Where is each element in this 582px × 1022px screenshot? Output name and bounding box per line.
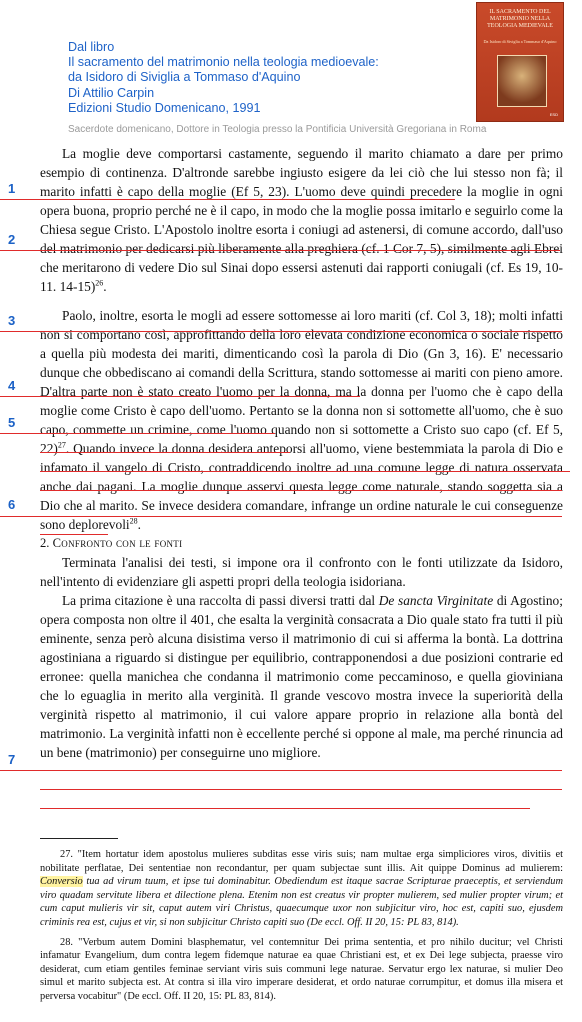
section-heading: 2. Confronto con le fonti (40, 536, 183, 550)
underline-annotation (40, 471, 570, 472)
cover-publisher: ESD (549, 112, 558, 117)
cover-illustration (497, 55, 547, 107)
book-subtitle-line: da Isidoro di Siviglia a Tommaso d'Aquino (68, 70, 301, 85)
publisher-line: Edizioni Studio Domenicano, 1991 (68, 100, 261, 115)
highlighted-word: Conversio (40, 876, 83, 888)
annotation-marker-1: 1 (8, 181, 16, 196)
underline-annotation (0, 396, 360, 397)
underline-annotation (0, 770, 562, 771)
book-page-text (40, 144, 563, 762)
footnote-28: 28. "Verbum autem Domini blasphematur, vel contemnitur Dei prima sententia, et pro nihilo ducitur; vel Christi infamatur Evangelium, dum contra legem fidemque naturae ea quae Christiani est, et ex Dei lege subjecta, praesse viro desiderat, cum etiam gentiles feminae serviant viris suis communi lege naturae. Servatur ergo lex naturae, si mulier Deo simul et marito subjecta est. At contra si illa viro imperare desiderat, et ordo naturae corrumpitur, et domus illa misera et perversa vocabitur" (De eccl. Off. II 20, 15: PL 83, 814). (40, 936, 563, 1002)
paragraph: Terminata l'analisi dei testi, si impone ora il confronto con le fonti utilizzate da Isidoro, nell'intento di evidenziare gli aspetti propri della teologia isidoriana. (40, 555, 563, 589)
cover-subtitle: Da Isidoro di Siviglia a Tommaso d'Aquino (483, 39, 557, 44)
cover-title: IL SACRAMENTO DEL MATRIMONIO NELLA TEOLOGIA MEDIEVALE (487, 9, 553, 29)
underline-annotation (40, 452, 290, 453)
annotation-marker-3: 3 (8, 313, 16, 328)
underline-annotation (0, 250, 560, 251)
book-info (68, 40, 468, 116)
paragraph: La prima citazione è una raccolta di passi diversi tratti dal De sancta Virginitate di Agostino; opera composta non oltre il 401, che esalta la verginità consacrata a Dio quale stato fra tutti il più eminente, senza però alcuna disistima verso il matrimonio di cui si afferma la bontà. La dottrina agostiniana a riguardo si distingue per equilibrio, contrapponendosi a due posizioni contrarie ed erronee: quella manichea che condanna il matrimonio come peccaminoso, e quella gioviniana che lo eguaglia in merito alla verginità. Il grande vescovo mostra invece la superiorità della verginità rispetto al matrimonio, il cui valore appare proprio in relazione alla bontà del matrimonio. La verginità infatti non è eccellente perché si oppone al male, ma perché rinuncia ad un bene (matrimonio) per conseguirne uno migliore. (40, 593, 563, 760)
underline-annotation (40, 808, 530, 809)
book-cover-image (476, 2, 564, 122)
annotation-marker-5: 5 (8, 415, 16, 430)
underline-annotation (0, 516, 562, 517)
author-line: Di Attilio Carpin (68, 85, 155, 100)
underline-annotation (0, 199, 455, 200)
annotation-marker-6: 6 (8, 497, 16, 512)
underline-annotation (40, 490, 562, 491)
book-title-line: Il sacramento del matrimonio nella teologia medioevale: (68, 55, 379, 70)
footnotes (40, 848, 563, 1010)
footnote-divider (40, 838, 118, 839)
paragraph: Paolo, inoltre, esorta le mogli ad essere sottomesse ai loro mariti (cf. Col 3, 18); molti infatti non si comportano così, approfittando della loro elevata condizione economica o sociale rispetto a quella più modesta dei mariti, dimenticando così la parola di Dio (Gn 3, 16). E' necessario dunque che obbediscano ai comandi della Scrittura, stando sottomesse ai mariti con pieno amore. D'altra parte non è stato creato l'uomo per la donna, ma la donna per l'uomo che è capo della moglie come Cristo è capo dell'uomo. Pertanto se la donna non si sottomette all'uomo, che è suo capo, commette un crimine, come l'uomo quando non si sottomette a Cristo suo capo (cf. Ef 5, 22)$^{27}$. Quando invece la donna desidera anteporsi all'uomo, viene bestemmiata la parola di Dio e infamato il vangelo di Cristo, contraddicendo inoltre ad una comune legge di natura osservata anche dai pagani. La moglie dunque asservi questa legge come naturale, stando soggetta sia a Dio che al marito. Se invece desidera comandare, infrange un ordine naturale le cui conseguenze sono deplorevoli$^{28}$. (40, 308, 563, 532)
author-note: Sacerdote domenicano, Dottore in Teologia presso la Pontificia Università Gregoriana in Roma (68, 124, 487, 135)
annotation-marker-2: 2 (8, 232, 16, 247)
annotation-marker-7: 7 (8, 752, 16, 767)
paragraph: La moglie deve comportarsi castamente, seguendo il marito chiamato a dare per primo esempio di continenza. D'altronde sarebbe ingiusto esigere da lei ciò che lui stesso non fà; il marito infatti è capo della moglie (Ef 5, 23). L'uomo deve quindi precedere la moglie in ogni opera buona, proprio perché ne è il capo, in modo che la moglie possa imitarlo e seguirlo come la Chiesa segue Cristo. L'Apostolo inoltre esorta i coniugi ad astenersi, di comune accordo, dall'uso del matrimonio per dedicarsi più liberamente alla preghiera (cf. 1 Cor 7, 5), similmente agli Ebrei che meritarono di vedere Dio sul Sinai dopo essersi astenuti dai rapporti coniugali (cf. Es 19, 10-11. 14-15)$^{26}$. (40, 146, 563, 294)
source-line: Dal libro (68, 40, 115, 54)
underline-annotation (40, 534, 108, 535)
underline-annotation (0, 433, 275, 434)
annotation-marker-4: 4 (8, 378, 16, 393)
footnote-27: 27. "Item hortatur idem apostolus mulieres subditas esse viris suis; nam multae erga simpliciores viros, divitiis et nobilitate perflatae, Dei sententiae non recondantur, per quam subjectae sunt illis. Ait quippe Dominus ad mulierem: Conversio tua ad virum tuum, et ipse tui dominabitur. Obediendum est itaque sacrae Scripturae praeceptis, et serviendum viro quadam servitute libera et dilectione plena. Etenim non est creatus vir propter mulierem, sed mulier propter virum; et cum caput mulieris vir sit, caput autem viri Christus, quaecumque uxor non subjicitur viro, hoc est, capiti suo, ejusdem criminis rea est, cujus et vir, si non subjicitur Christo capiti suo (De eccl. Off. II 20, 15: PL 83, 814). (40, 849, 563, 928)
underline-annotation (0, 331, 562, 332)
underline-annotation (40, 789, 562, 790)
